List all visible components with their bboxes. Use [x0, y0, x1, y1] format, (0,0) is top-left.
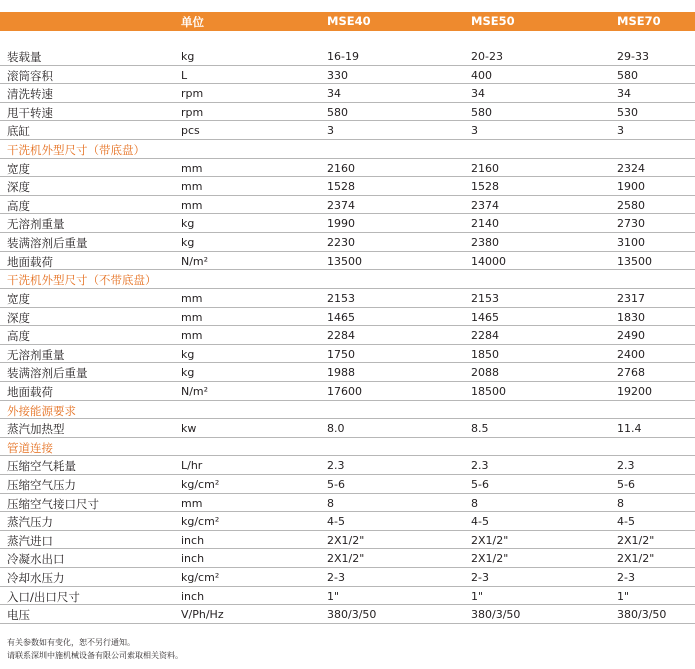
cell-mse50: 34 [471, 87, 485, 101]
row-unit: kg/cm² [181, 515, 220, 529]
cell-mse50: 2.3 [471, 459, 489, 473]
row-label: 甩干转速 [7, 105, 53, 120]
cell-mse40: 1465 [327, 310, 355, 324]
row-label: 宽度 [7, 161, 30, 176]
row-unit: mm [181, 329, 203, 343]
row-label: 装满溶剂后重量 [7, 366, 88, 381]
cell-mse40: 380/3/50 [327, 608, 377, 622]
cell-mse50: 1528 [471, 180, 499, 194]
cell-mse40: 1750 [327, 347, 355, 361]
table-row [0, 605, 695, 624]
table-row [0, 475, 695, 494]
row-unit: inch [181, 533, 205, 547]
row-unit: mm [181, 496, 203, 510]
cell-mse50: 1850 [471, 347, 499, 361]
header-unit: 单位 [181, 15, 204, 29]
section-title: 外接能源要求 [7, 403, 76, 418]
cell-mse40: 2X1/2" [327, 533, 365, 547]
cell-mse50: 4-5 [471, 515, 489, 529]
spec-table [0, 47, 695, 624]
row-unit: rpm [181, 87, 204, 101]
row-unit: L/hr [181, 459, 203, 473]
cell-mse40: 2.3 [327, 459, 345, 473]
table-row [0, 512, 695, 531]
row-label: 地面载荷 [7, 384, 53, 399]
cell-mse70: 11.4 [617, 422, 642, 436]
cell-mse70: 2317 [617, 291, 645, 305]
table-row [0, 252, 695, 271]
cell-mse50: 2140 [471, 217, 499, 231]
table-row [0, 363, 695, 382]
table-row [0, 494, 695, 513]
cell-mse50: 18500 [471, 384, 506, 398]
cell-mse70: 2.3 [617, 459, 635, 473]
row-unit: kg [181, 366, 195, 380]
row-label: 底缸 [7, 124, 30, 139]
cell-mse40: 34 [327, 87, 341, 101]
table-row [0, 233, 695, 252]
section-title: 干洗机外型尺寸（带底盘） [7, 143, 145, 158]
table-row [0, 587, 695, 606]
row-label: 深度 [7, 180, 30, 195]
table-row [0, 289, 695, 308]
cell-mse70: 3100 [617, 236, 645, 250]
table-row [0, 84, 695, 103]
table-row [0, 121, 695, 140]
row-label: 宽度 [7, 291, 30, 306]
cell-mse40: 2153 [327, 291, 355, 305]
cell-mse40: 1" [327, 589, 340, 603]
cell-mse50: 20-23 [471, 50, 503, 63]
row-unit: pcs [181, 124, 200, 138]
cell-mse70: 5-6 [617, 478, 635, 492]
cell-mse70: 34 [617, 87, 631, 101]
cell-mse50: 1" [471, 589, 484, 603]
row-unit: V/Ph/Hz [181, 608, 224, 622]
row-label: 蒸汽压力 [7, 515, 53, 530]
cell-mse50: 2088 [471, 366, 499, 380]
row-unit: kg/cm² [181, 571, 220, 585]
cell-mse50: 2380 [471, 236, 499, 250]
row-unit: mm [181, 310, 203, 324]
table-row [0, 177, 695, 196]
table-row [0, 549, 695, 568]
cell-mse70: 2400 [617, 347, 645, 361]
cell-mse70: 2X1/2" [617, 552, 655, 566]
cell-mse70: 29-33 [617, 50, 649, 63]
cell-mse40: 4-5 [327, 515, 345, 529]
row-unit: L [181, 68, 188, 82]
row-unit: kw [181, 422, 197, 436]
cell-mse40: 2-3 [327, 571, 345, 585]
row-label: 深度 [7, 310, 30, 325]
cell-mse70: 2490 [617, 329, 645, 343]
table-row [0, 345, 695, 364]
header-mse50: MSE50 [471, 14, 515, 28]
row-label: 压缩空气接口尺寸 [7, 496, 99, 511]
row-label: 高度 [7, 329, 30, 344]
row-unit: inch [181, 589, 205, 603]
section-row [0, 438, 695, 457]
cell-mse40: 1990 [327, 217, 355, 231]
cell-mse50: 2374 [471, 198, 499, 212]
cell-mse50: 2153 [471, 291, 499, 305]
cell-mse70: 2X1/2" [617, 533, 655, 547]
row-label: 入口/出口尺寸 [7, 589, 80, 604]
cell-mse70: 530 [617, 105, 638, 119]
cell-mse70: 2-3 [617, 571, 635, 585]
section-row [0, 270, 695, 289]
row-label: 蒸汽进口 [7, 533, 53, 548]
cell-mse40: 5-6 [327, 478, 345, 492]
row-unit: kg/cm² [181, 478, 220, 492]
cell-mse50: 5-6 [471, 478, 489, 492]
cell-mse50: 1465 [471, 310, 499, 324]
cell-mse40: 330 [327, 68, 348, 82]
cell-mse70: 1830 [617, 310, 645, 324]
section-row [0, 401, 695, 420]
cell-mse40: 3 [327, 124, 334, 138]
table-row [0, 196, 695, 215]
cell-mse40: 16-19 [327, 50, 359, 63]
cell-mse50: 2284 [471, 329, 499, 343]
cell-mse40: 2284 [327, 329, 355, 343]
row-label: 无溶剂重量 [7, 347, 65, 362]
section-title: 干洗机外型尺寸（不带底盘） [7, 273, 157, 288]
table-row [0, 456, 695, 475]
row-label: 电压 [7, 608, 30, 623]
header-mse40: MSE40 [327, 14, 371, 28]
cell-mse40: 8 [327, 496, 334, 510]
cell-mse50: 2160 [471, 161, 499, 175]
cell-mse50: 14000 [471, 254, 506, 268]
table-row [0, 326, 695, 345]
cell-mse50: 2-3 [471, 571, 489, 585]
cell-mse50: 2X1/2" [471, 533, 509, 547]
table-row [0, 66, 695, 85]
cell-mse70: 380/3/50 [617, 608, 667, 622]
cell-mse50: 580 [471, 105, 492, 119]
row-unit: kg [181, 347, 195, 361]
cell-mse70: 1" [617, 589, 630, 603]
cell-mse50: 3 [471, 124, 478, 138]
row-unit: mm [181, 291, 203, 305]
cell-mse50: 8.5 [471, 422, 489, 436]
row-label: 装载量 [7, 50, 42, 64]
row-unit: rpm [181, 105, 204, 119]
cell-mse40: 1528 [327, 180, 355, 194]
footnote: 请联系深圳中施机械设备有限公司索取相关资料。 [7, 651, 183, 660]
table-row [0, 382, 695, 401]
cell-mse40: 2230 [327, 236, 355, 250]
cell-mse70: 2730 [617, 217, 645, 231]
cell-mse40: 2160 [327, 161, 355, 175]
cell-mse70: 580 [617, 68, 638, 82]
row-unit: kg [181, 236, 195, 250]
row-unit: mm [181, 161, 203, 175]
row-label: 蒸汽加热型 [7, 422, 65, 437]
row-label: 冷却水压力 [7, 571, 65, 586]
header-mse70: MSE70 [617, 14, 661, 28]
cell-mse40: 2X1/2" [327, 552, 365, 566]
cell-mse40: 1988 [327, 366, 355, 380]
cell-mse70: 2768 [617, 366, 645, 380]
cell-mse70: 19200 [617, 384, 652, 398]
table-row [0, 103, 695, 122]
cell-mse70: 3 [617, 124, 624, 138]
row-unit: N/m² [181, 254, 209, 268]
table-header [0, 12, 695, 31]
cell-mse70: 2324 [617, 161, 645, 175]
footnote: 有关参数如有变化，恕不另行通知。 [7, 638, 135, 647]
row-label: 冷凝水出口 [7, 552, 65, 567]
row-label: 高度 [7, 198, 30, 213]
row-unit: kg [181, 217, 195, 231]
cell-mse70: 4-5 [617, 515, 635, 529]
row-label: 压缩空气耗量 [7, 459, 76, 474]
table-row [0, 419, 695, 438]
row-label: 地面载荷 [7, 254, 53, 269]
row-unit: N/m² [181, 384, 209, 398]
row-label: 压缩空气压力 [7, 478, 76, 493]
cell-mse70: 2580 [617, 198, 645, 212]
table-row [0, 47, 695, 66]
cell-mse70: 1900 [617, 180, 645, 194]
cell-mse50: 400 [471, 68, 492, 82]
cell-mse50: 8 [471, 496, 478, 510]
table-row [0, 568, 695, 587]
cell-mse50: 380/3/50 [471, 608, 521, 622]
row-label: 滚筒容积 [7, 68, 53, 83]
table-row [0, 531, 695, 550]
section-row [0, 140, 695, 159]
cell-mse40: 2374 [327, 198, 355, 212]
row-label: 装满溶剂后重量 [7, 236, 88, 251]
cell-mse70: 13500 [617, 254, 652, 268]
table-row [0, 159, 695, 178]
row-unit: kg [181, 50, 195, 63]
cell-mse40: 17600 [327, 384, 362, 398]
cell-mse40: 580 [327, 105, 348, 119]
table-row [0, 308, 695, 327]
cell-mse50: 2X1/2" [471, 552, 509, 566]
section-title: 管道连接 [7, 440, 53, 455]
table-row [0, 214, 695, 233]
row-unit: inch [181, 552, 205, 566]
cell-mse40: 8.0 [327, 422, 345, 436]
row-label: 无溶剂重量 [7, 217, 65, 232]
row-label: 清洗转速 [7, 87, 53, 102]
cell-mse70: 8 [617, 496, 624, 510]
cell-mse40: 13500 [327, 254, 362, 268]
row-unit: mm [181, 180, 203, 194]
footnotes [7, 636, 183, 662]
row-unit: mm [181, 198, 203, 212]
